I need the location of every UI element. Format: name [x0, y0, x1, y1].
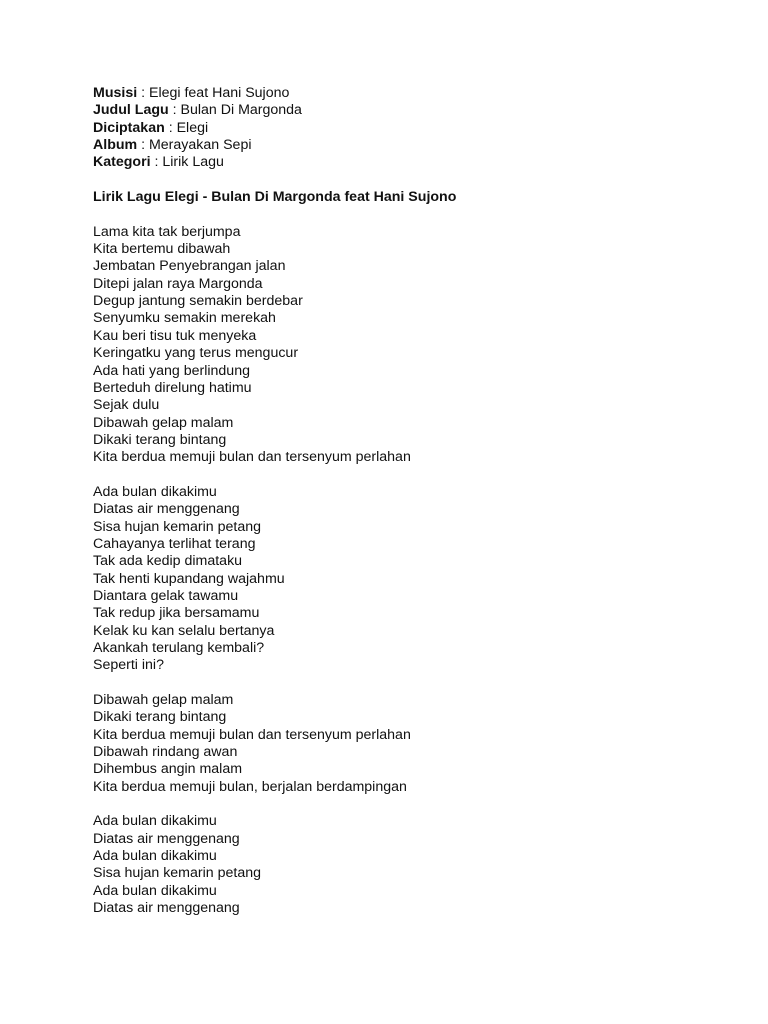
lyric-line: Kita berdua memuji bulan dan tersenyum perlahan — [93, 726, 411, 743]
metadata-kategori — [93, 154, 733, 171]
lyric-line: Dibawah rindang awan — [93, 744, 238, 761]
metadata-label: Album — [93, 137, 138, 154]
metadata-value: Bulan Di Margonda — [180, 102, 302, 119]
metadata-value: Elegi feat Hani Sujono — [148, 85, 290, 101]
lyric-line: Sisa hujan kemarin petang — [93, 518, 261, 535]
lyric-line: Dikaki terang bintang — [93, 709, 227, 726]
lyric-line: Akankah terulang kembali? — [93, 640, 265, 656]
lyric-line: Kelak ku kan selalu bertanya — [93, 622, 275, 639]
metadata-album — [93, 137, 733, 154]
lyric-line: Kau beri tisu tuk menyeka — [93, 327, 257, 344]
metadata-value: Lirik Lagu — [162, 154, 224, 171]
metadata-value: Merayakan Sepi — [148, 137, 252, 154]
lyric-line: Senyumku semakin merekah — [93, 310, 276, 327]
lyric-line: Jembatan Penyebrangan jalan — [93, 258, 286, 275]
lyric-line: Kita bertemu dibawah — [93, 241, 231, 258]
lyric-line: Ada bulan dikakimu — [93, 813, 217, 830]
lyric-line: Dikaki terang bintang — [93, 431, 227, 448]
metadata-judul-lagu — [93, 102, 733, 119]
lyric-line: Ada bulan dikakimu — [93, 882, 217, 899]
lyrics-title: Lirik Lagu Elegi - Bulan Di Margonda feat Hani Sujono — [93, 189, 457, 206]
lyric-line: Dibawah gelap malam — [93, 414, 234, 431]
stanza-3 — [93, 692, 733, 796]
stanza-2 — [93, 484, 733, 675]
lyric-line: Dihembus angin malam — [93, 761, 243, 778]
metadata-value: Elegi — [176, 119, 209, 136]
lyric-line: Seperti ini? — [93, 657, 164, 674]
lyric-line: Tak ada kedip dimataku — [93, 553, 243, 570]
lyric-line: Diatas air menggenang — [93, 830, 240, 847]
lyric-line: Sejak dulu — [93, 397, 160, 414]
lyric-line: Diatas air menggenang — [93, 501, 240, 518]
lyric-line: Kita berdua memuji bulan, berjalan berdampingan — [93, 778, 407, 795]
metadata-label: Musisi — [93, 85, 138, 101]
metadata-label: Judul Lagu — [93, 102, 169, 119]
lyric-line: Ada bulan dikakimu — [93, 848, 217, 865]
lyric-line: Ada hati yang berlindung — [93, 362, 250, 379]
lyric-line: Ada bulan dikakimu — [93, 483, 217, 500]
metadata-separator: : — [137, 85, 149, 101]
lyric-line: Dibawah gelap malam — [93, 692, 234, 709]
lyric-line: Tak henti kupandang wajahmu — [93, 570, 285, 587]
metadata-separator: : — [168, 102, 181, 119]
metadata-label: Kategori — [93, 154, 151, 171]
metadata-musisi — [93, 85, 733, 102]
lyric-line: Cahayanya terlihat terang — [93, 535, 256, 552]
lyric-line: Lama kita tak berjumpa — [93, 223, 241, 240]
document-page — [93, 85, 733, 918]
lyric-line: Kita berdua memuji bulan dan tersenyum perlahan — [93, 449, 411, 466]
lyric-line: Keringatku yang terus mengucur — [93, 345, 299, 362]
metadata-separator: : — [164, 119, 177, 136]
lyric-line: Berteduh direlung hatimu — [93, 379, 252, 396]
lyric-line: Diatas air menggenang — [93, 900, 240, 917]
lyric-line: Ditepi jalan raya Margonda — [93, 275, 263, 292]
metadata-label: Diciptakan — [93, 119, 165, 136]
metadata-diciptakan — [93, 120, 733, 137]
lyric-line: Tak redup jika bersamamu — [93, 605, 260, 622]
metadata-separator: : — [150, 154, 163, 171]
stanza-1 — [93, 224, 733, 467]
lyric-line: Diantara gelak tawamu — [93, 587, 239, 604]
lyric-line: Sisa hujan kemarin petang — [93, 865, 261, 882]
stanza-4 — [93, 813, 733, 917]
metadata-block — [93, 85, 733, 172]
metadata-separator: : — [137, 137, 149, 154]
lyric-line: Degup jantung semakin berdebar — [93, 293, 303, 310]
